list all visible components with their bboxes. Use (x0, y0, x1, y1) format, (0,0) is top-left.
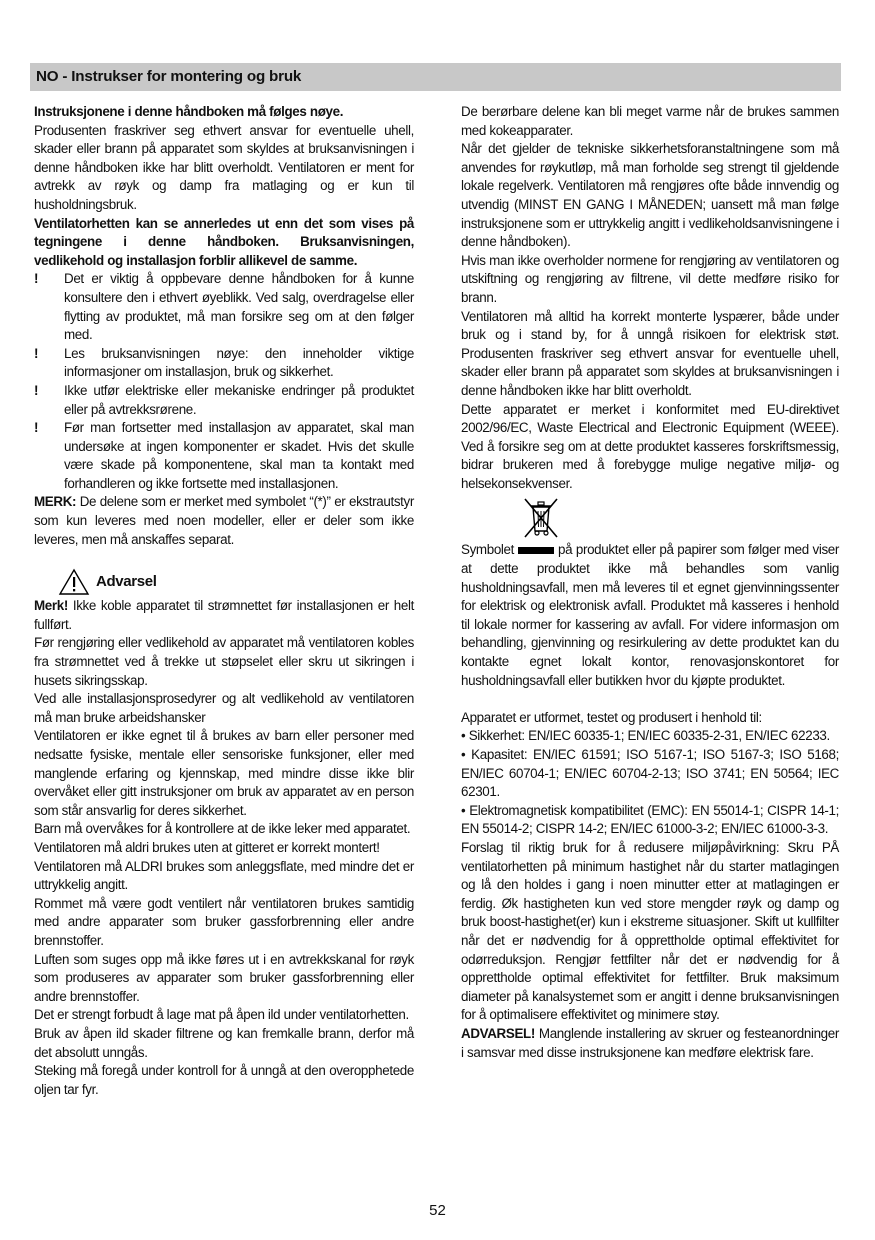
merk-label: MERK: (34, 494, 77, 510)
exclamation-mark: ! (34, 420, 39, 436)
crossed-wheelie-bin-icon (519, 495, 563, 539)
exclamation-mark: ! (34, 382, 39, 398)
advarsel-text: Manglende installering av skruer og festeanordninger i samsvar med disse instruksjonene kan medføre elektrisk fare. (461, 1025, 839, 1060)
symbol-paragraph (461, 541, 839, 690)
merk2-note (34, 597, 414, 634)
exclamation-mark: ! (34, 345, 39, 361)
section-title: NO - Instrukser for montering og bruk (36, 68, 302, 85)
advarsel-note (461, 1025, 839, 1062)
paragraph: Når det gjelder de tekniske sikkerhetsforanstaltningene som må anvendes for røykutløp, må man forholde seg strengt til gjeldende lokale regelverk. Ventilatoren må rengjøres ofte både innvendig og utvendig (MINST EN GANG I MÅNEDEN; uansett må man følge instruksjonene som er uttrykkelig angitt i vedlikeholdsanvisningene i denne håndboken). (461, 141, 839, 250)
paragraph: Ved alle installasjonsprosedyrer og alt vedlikehold av ventilatoren må man bruke arbeidshansker (34, 691, 414, 725)
standard-item: • Sikkerhet: EN/IEC 60335-1; EN/IEC 60335-2-31, EN/IEC 62233. (461, 728, 830, 744)
page-number: 52 (429, 1202, 446, 1219)
symbol-prefix: Symbolet (461, 542, 515, 558)
paragraph: Rommet må være godt ventilert når ventilatoren brukes samtidig med andre apparater som bruker gassforbrenning eller andre brennstoffer. (34, 895, 414, 948)
paragraph: Luften som suges opp må ikke føres ut i en avtrekkskanal for røyk som produseres av apparater som bruker gassforbrenning eller andre brennstoffer. (34, 951, 414, 1004)
merk2-label: Merk! (34, 598, 68, 614)
bullet-text: Det er viktig å oppbevare denne håndboken for å kunne konsultere den i ethvert øyeblikk. Ved salg, overdragelse eller flytting av produktet, må man forsikre seg om at den følger med. (64, 271, 414, 343)
paragraph: Ventilatoren må alltid ha korrekt monterte lyspærer, både under bruk og i stand by, for å unngå risikoen for elektrisk støt. Produsenten fraskriver seg ethvert ansvar for eventuelle uhell, skader eller brann på apparatet som skyldes at bruksanvisningen i denne håndboken ikke har blitt overholdt. (461, 308, 839, 398)
warning-triangle-icon (58, 568, 90, 596)
paragraph: Ventilatoren må ALDRI brukes som anleggsflate, med mindre det er uttrykkelig angitt. (34, 858, 414, 893)
paragraph: Det er strengt forbudt å lage mat på åpen ild under ventilatorhetten. (34, 1007, 409, 1023)
bullet-item (34, 419, 414, 493)
merk-note (34, 493, 414, 549)
bullet-text: Ikke utfør elektriske eller mekaniske endringer på produktet eller på avtrekksrørene. (64, 382, 414, 417)
advarsel-label: ADVARSEL! (461, 1025, 535, 1041)
left-column (34, 103, 414, 1099)
bullet-item (34, 345, 414, 382)
intro-bold: Instruksjonene i denne håndboken må følges nøye. (34, 104, 344, 119)
paragraph: Ventilatoren er ikke egnet til å brukes av barn eller personer med nedsatte fysiske, mentale eller sensoriske funksjoner, eller med manglende erfaring og kjennskap, med mindre disse ikke blir overvåket eller gitt instruksjoner om bruk av apparatet av en person som står ansvarlig for deres sikkerhet. (34, 728, 414, 818)
paragraph: Ventilatoren må aldri brukes uten at gitteret er korrekt montert! (34, 839, 380, 855)
section-header (30, 63, 841, 91)
standard-item: • Kapasitet: EN/IEC 61591; ISO 5167-1; ISO 5167-3; ISO 5168; EN/IEC 60704-1; EN/IEC 60704-2-13; ISO 3741; EN 50564; IEC 62301. (461, 747, 839, 800)
proper-use-paragraph: Forslag til riktig bruk for å redusere miljøpåvirkning: Skru PÅ ventilatorhetten på minimum hastighet når du starter matlagingen og lå den holdes i gang i noen minutter etter at matlagingen er ferdig. Øk hastigheten kun ved store mengder røyk og damp og bruk boost-hastighet(er) kun i ekstreme situasjoner. Skift ut kullfilter når det er nødvendig for å opprettholde optimal effektivitet for odørreduksjon. Rengjør fettfilter når det er nødvendig for å opprettholde optimal effektivitet for fettfilter. Bruk maksimum diameter på kanalsystemet som er angitt i denne bruksanvisningen for å optimalisere effektivitet og minimere støy. (461, 839, 839, 1023)
bullet-item (34, 270, 414, 344)
intro-paragraph (34, 103, 414, 215)
warning-heading (34, 567, 414, 597)
symbol-text: på produktet eller på papirer som følger med viser at dette produktet ikke må behandles som vanlig husholdningsavfall, men må leveres til et egnet gjenvinningssenter for elektrisk og elektronisk avfall. Produktet må kasseres i henhold til lokale normer for kassering av avfall. For videre informasjon om behandling, gjenvinning og resirkulering av dette produktet kan du kontakte egnet lokalt kontor, renovasjonskontoret for husholdningsavfall eller butikken hvor du kjøpte produktet. (461, 542, 839, 688)
standard-item: • Elektromagnetisk kompatibilitet (EMC): EN 55014-1; CISPR 14-1; EN 55014-2; CISPR 14-2; EN/IEC 61000-3-2; EN/IEC 61000-3-3. (461, 802, 839, 837)
paragraph: De berørbare delene kan bli meget varme når de brukes sammen med kokeapparater. (461, 104, 839, 138)
bullet-text: Les bruksanvisningen nøye: den inneholder viktige informasjoner om installasjon, bruk og sikkerhet. (64, 345, 414, 380)
paragraph: Hvis man ikke overholder normene for rengjøring av ventilatoren og utskiftning og rengjøring av filtrene, vil dette medføre risiko for brann. (461, 252, 839, 305)
paragraph: Steking må foregå under kontroll for å unngå at den overopphetede oljen tar fyr. (34, 1063, 414, 1097)
paragraph: Barn må overvåkes for å kontrollere at de ikke leker med apparatet. (34, 821, 411, 837)
paragraph: Bruk av åpen ild skader filtrene og kan fremkalle brann, derfor må det absolutt unngås. (34, 1025, 414, 1060)
black-bar-symbol (518, 547, 554, 554)
right-column (461, 103, 839, 1062)
merk-text: De delene som er merket med symbolet “(*)” er ekstrautstyr som kun leveres med noen modeller, eller er deler som ikke leveres, men må anskaffes separat. (34, 494, 414, 547)
standards-intro: Apparatet er utformet, testet og produsert i henhold til: (461, 709, 762, 725)
bullet-text: Før man fortsetter med installasjon av apparatet, skal man undersøke at ingen komponenter er skadet. Hvis det skulle være skade på komponentene, skal man ta kontakt med forhandleren og ikke fortsette med installasjonen. (64, 420, 414, 491)
bullet-item (34, 382, 414, 419)
warning-title: Advarsel (96, 572, 157, 590)
paragraph: Dette apparatet er merket i konformitet med EU-direktivet 2002/96/EC, Waste Electrical and Electronic Equipment (WEEE). Ved å forsikre seg om at dette produktet kasseres forskriftsmessig, bidrar brukeren med å forebygge mulige negative miljø- og helsekonsekvenser. (461, 401, 839, 491)
appearance-note: Ventilatorhetten kan se annerledes ut enn det som vises på tegningene i denne håndboken. Bruksanvisningen, vedlikehold og installasjon forblir allikevel de samme. (34, 215, 414, 268)
exclamation-mark: ! (34, 271, 39, 287)
intro-text: Produsenten fraskriver seg ethvert ansvar for eventuelle uhell, skader eller brann på apparatet som skyldes at bruksanvisningen i denne håndboken ikke har blitt overholdt. Ventilatoren er ment for avtrekk av røyk og damp fra matlaging og er kun til husholdningsbruk. (34, 122, 414, 212)
paragraph: Før rengjøring eller vedlikehold av apparatet må ventilatoren kobles fra strømnettet ved å trekke ut støpselet eller skru ut sikringen i husets sikringsskap. (34, 635, 414, 688)
merk2-text: Ikke koble apparatet til strømnettet før installasjonen er helt fullført. (34, 598, 414, 632)
